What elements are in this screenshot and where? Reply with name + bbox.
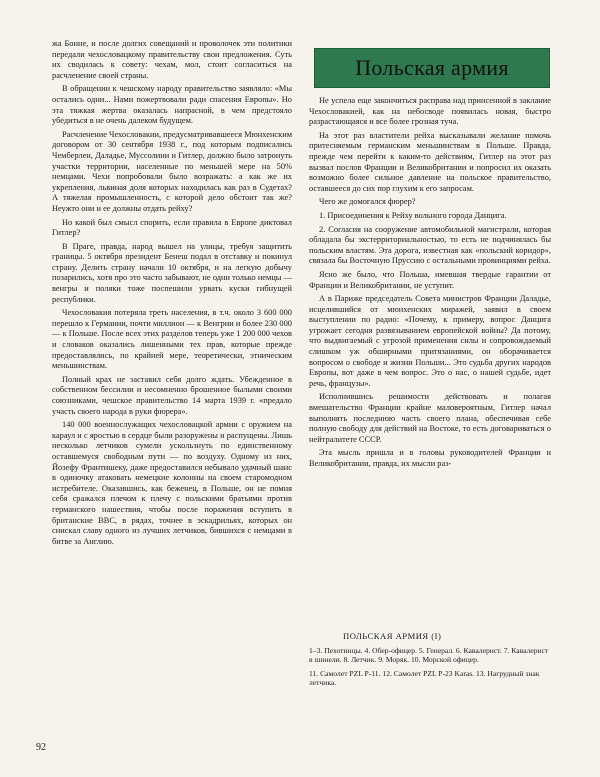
paragraph: Ясно же было, что Польша, имевшая твердые гарантии от Франции и Великобритании, не уступит.: [309, 269, 551, 290]
paragraph: А в Париже председатель Совета министров Франции Даладье, исцелившийся от мюнхенских миражей, заявил в своем выступлении по радио: «Почему, к примеру, вопрос Данцига угрожает сегодня развязыванием европейской войны? Да потому, что выдвигаемый с угрозой применения силы и сопровождаемый слишком уж обширными притязаниями, он оборачивается вопросом о свободе и жизни Польши... Это судьба других народов Европы, вот даже в чем вопрос. Это о нас, о нашей судьбе, идет речь, французы».: [309, 294, 551, 388]
section-title: Польская армия: [355, 55, 509, 80]
paragraph: В обращении к чешскому народу правительство заявляло: «Мы остались одни... Нами пожертвовали ради спасения Европы». Но эта тяжкая жертва оказалась напрасной, в чем предстояло убедиться в не очень далеком будущем.: [52, 84, 292, 126]
page-number: 92: [36, 742, 46, 753]
caption-line: 1–3. Пехотинцы. 4. Обер-офицер. 5. Генерал. 6. Кавалерист. 7. Кавалерист в шинели. 8. Летчик. 9. Моряк. 10. Морской офицер.: [309, 645, 549, 665]
left-text-column: [52, 39, 292, 550]
paragraph: жа Бонне, и после долгих совещаний и проволочек эти политики передали чехословацкому правительству свои предложения. Суть их сводилась к совету: чехам, мол, стоит согласиться на расчленение своей страны.: [52, 39, 292, 80]
illustration-caption: [309, 632, 551, 692]
paragraph: Эта мысль пришла и в головы руководителей Франции и Великобритании, правда, их мысли раз-: [309, 448, 551, 468]
paragraph: Чего же домогался фюрер?: [319, 197, 416, 207]
section-title-box: [314, 48, 550, 88]
caption-line: 11. Самолет PZL P-11. 12. Самолет PZL P-23 Karas. 13. Нагрудный знак летчика.: [309, 668, 540, 688]
paragraph: 1. Присоединения к Рейху вольного города Данцига.: [319, 210, 507, 220]
paragraph: Не успела еще закончиться расправа над принсенной в заклание Чехословакией, как на небосводе появилась новая, быстро разрастающаяся и все более грозная туча.: [309, 96, 551, 127]
paragraph: Но какой был смысл спорить, если правила в Европе диктовал Гитлер?: [52, 217, 292, 238]
paragraph: 2. Согласия на сооружение автомобильной магистрали, которая обладала бы экстерриториальностью, то есть не подчинялась бы польским властям. Эта дорога, известная как «польский коридор», связала бы Восточную Пруссию с остальными провинциями рейха.: [309, 224, 551, 266]
right-text-column: [309, 96, 551, 473]
caption-title: ПОЛЬСКАЯ АРМИЯ (I): [343, 631, 442, 641]
paragraph: Полный крах не заставил себя долго ждать. Убежденное в собственном бессилии и несомненно брошенное былыми своими союзниками, чешское правительство 14 марта 1939 г. «предало участь своего народа в руки фюрера».: [52, 374, 292, 416]
paragraph: Расчленение Чехословакии, предусматривавшееся Мюнхенским договором от 30 сентября 1938 г., под которым подписались Чемберлен, Даладье, Муссолини и Гитлер, должно было затронуть участки территории, населенные по меньшей мере на 50% немцами. Чехи попробовали было возражать: а как же их укрепления, львиная доля которых находилась как раз в Судетах? А тяжелая промышленность, с которой дело обстоит так же? Неужто они и ее должны отдать рейху?: [52, 129, 293, 213]
paragraph: На этот раз властители рейха высказывали желание помочь притесняемым германским меньшинствам в Польше. Правда, прежде чем перейти к каким-то действиям, Гитлер на этот раз вызвал послов Франции и Великобритании и попросил их оказать возможно более сильное давление на польское правительство, оставшееся до сих пор глухим к его запросам.: [309, 130, 551, 193]
paragraph: 140 000 военнослужащих чехословацкой армии с оружием на караул и с яростью в сердце были разоружены и распущены. Лишь несколько летчиков сумели ускользнуть по единственному оставшемуся свободным пути — по воздуху. Одному из них, Йозефу Франтишеку, даже предоставился небывало удачный шанс в одиночку атаковать немецкие колонны на своем старомодном истребителе. Оказавшись, как беженец, в Польше, он не помня себя сражался плечом к плечу с польскими братьями против германского нашествия, чтобы после поражения вступить в британские ВВС, в рядах, точнее в эскадрильях, которых он снискал славу одного из лучших летчиков, бившихся с немцами в битве за Англию.: [52, 420, 292, 546]
paragraph: Чехословакия потеряла треть населения, в т.ч. около 3 600 000 перешло к Германии, почти миллион — к Венгрии и более 230 000 — к Польше. После всех этих разделов теперь уже 1 200 000 чехов и словаков оказались лишенными тех прав, которые прежде предоставлялись, по крайней мере, теоретически, этническим меньшинствам.: [52, 308, 292, 371]
paragraph: Исполнившись решимости действовать и полагая вмешательство Франции крайне маловероятным, Гитлер начал выполнять последнюю часть своего плана, обеспечивая себе полную свободу для действий на Востоке, то есть договариваться о нейтралитете СССР.: [309, 392, 551, 444]
paragraph: В Праге, правда, народ вышел на улицы, требуя защитить границы. 5 октября президент Бенеш подал в отставку и покинул страну. Делить страну начали 10 октября, и на легкую добычу позарились, хотя про это часто забывают, не одни только немцы — венгры и поляки тоже поспешили урвать куски гибнущей республики.: [52, 241, 292, 304]
